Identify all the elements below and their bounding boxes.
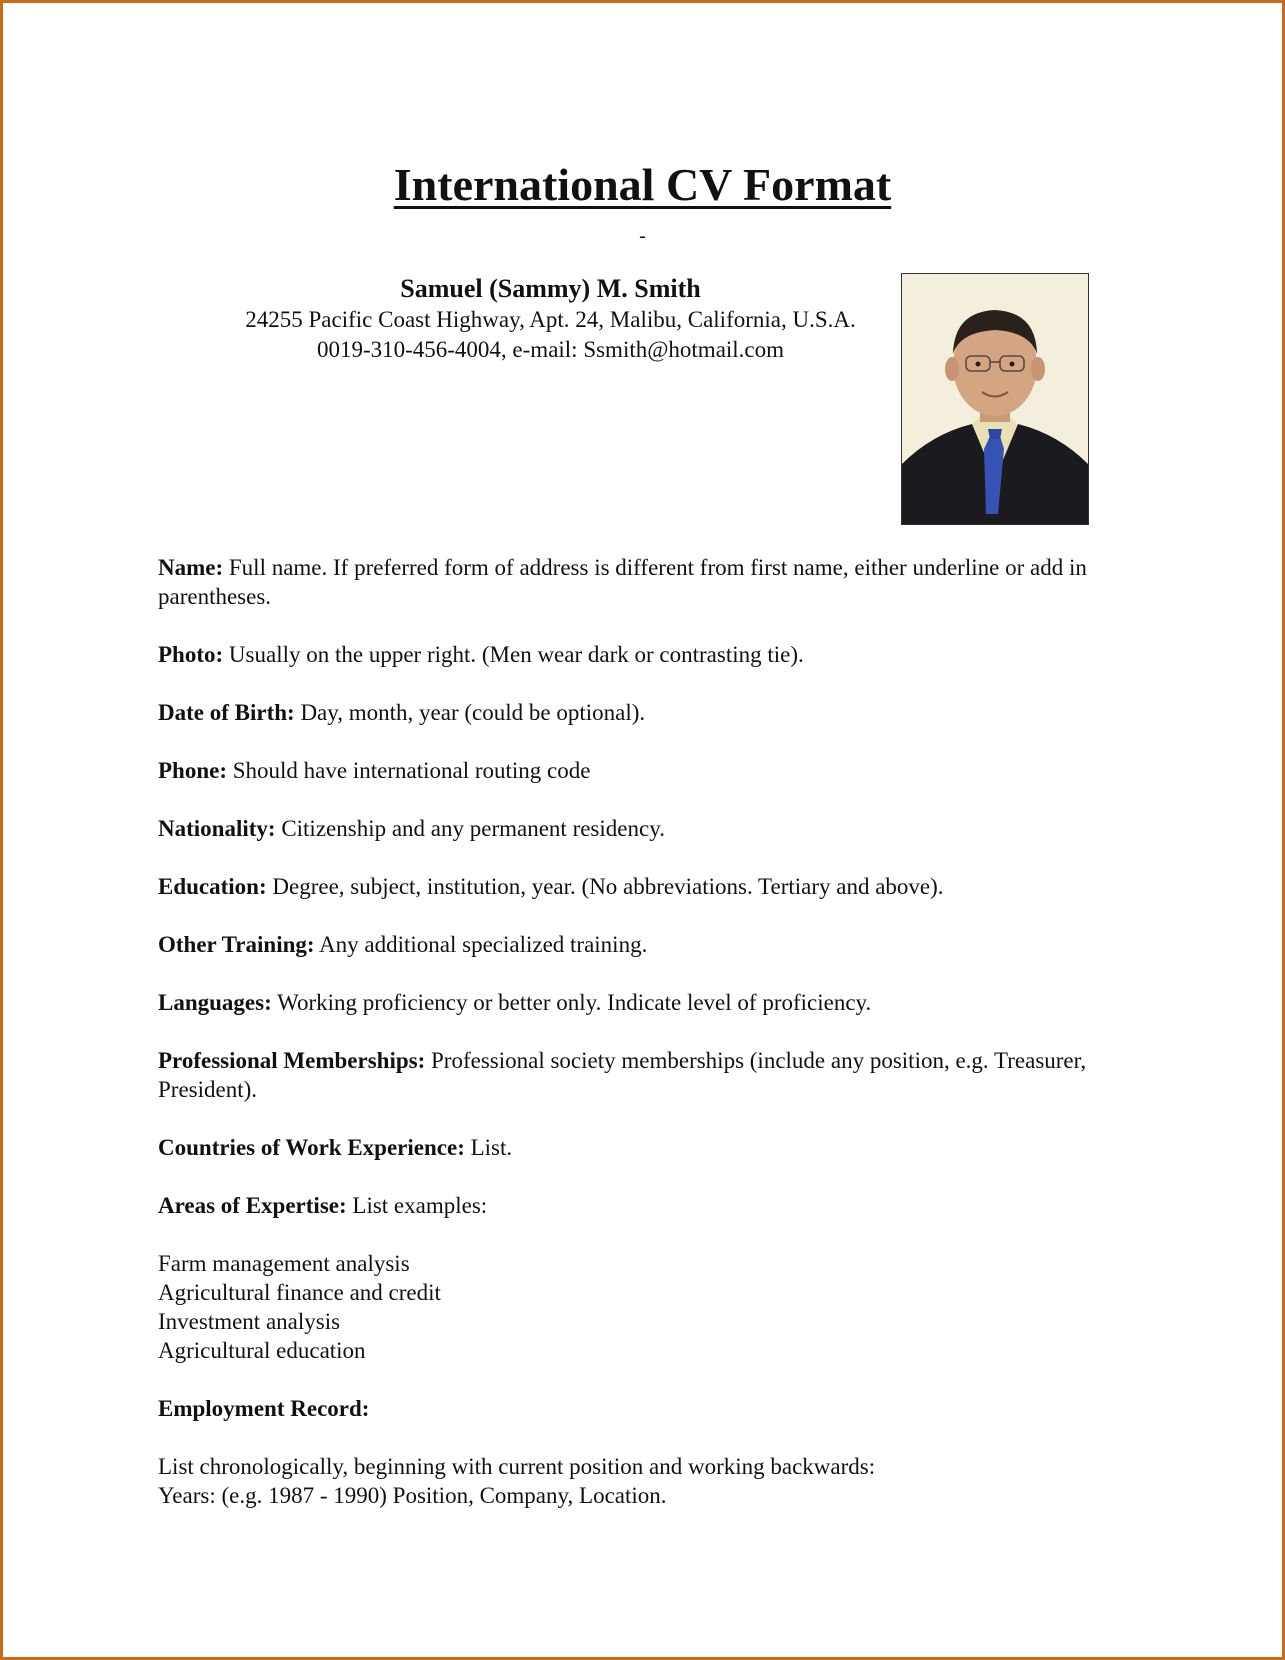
document-title: International CV Format xyxy=(393,159,892,210)
section-text: Degree, subject, institution, year. (No abbreviations. Tertiary and above). xyxy=(272,874,944,899)
section-phone xyxy=(158,756,1118,785)
section-label: Languages: xyxy=(158,990,272,1015)
section-label: Employment Record: xyxy=(158,1396,370,1421)
section-education xyxy=(158,872,1118,901)
section-text: Day, month, year (could be optional). xyxy=(300,700,646,725)
section-label: Countries of Work Experience: xyxy=(158,1135,465,1160)
section-text: Citizenship and any permanent residency. xyxy=(281,816,665,841)
section-nationality xyxy=(158,814,1118,843)
section-text: Should have international routing code xyxy=(232,758,591,783)
employment-instructions xyxy=(158,1452,1118,1510)
section-label: Photo: xyxy=(158,642,224,667)
section-label: Other Training: xyxy=(158,932,315,957)
section-label: Phone: xyxy=(158,758,227,783)
section-employment-record xyxy=(158,1394,1118,1423)
candidate-name: Samuel (Sammy) M. Smith xyxy=(400,274,701,303)
candidate-contact: 0019-310-456-4004, e-mail: Ssmith@hotmail.com xyxy=(316,337,785,362)
expertise-examples-list xyxy=(158,1249,1118,1365)
section-label: Nationality: xyxy=(158,816,276,841)
section-professional-memberships xyxy=(158,1046,1118,1104)
section-text: Usually on the upper right. (Men wear dark or contrasting tie). xyxy=(228,642,804,667)
section-text: List examples: xyxy=(352,1193,488,1218)
list-item: Agricultural education xyxy=(158,1338,366,1363)
section-label: Date of Birth: xyxy=(158,700,295,725)
section-label: Education: xyxy=(158,874,267,899)
section-areas-of-expertise xyxy=(158,1191,1118,1220)
section-text: Professional society memberships (include any position, e.g. Treasurer, President). xyxy=(158,1048,1087,1102)
cv-guidelines xyxy=(158,553,1118,1539)
list-item: Agricultural finance and credit xyxy=(158,1280,441,1305)
section-label: Name: xyxy=(158,555,224,580)
section-countries-of-work xyxy=(158,1133,1118,1162)
section-other-training xyxy=(158,930,1118,959)
title-dash: - xyxy=(639,225,646,247)
section-text: List. xyxy=(470,1135,513,1160)
candidate-address: 24255 Pacific Coast Highway, Apt. 24, Malibu, California, U.S.A. xyxy=(245,307,856,332)
list-item: Farm management analysis xyxy=(158,1251,410,1276)
section-date-of-birth xyxy=(158,698,1118,727)
employment-line: List chronologically, beginning with current position and working backwards: xyxy=(158,1454,876,1479)
contact-header xyxy=(153,273,948,365)
section-label: Areas of Expertise: xyxy=(158,1193,347,1218)
portrait-photo xyxy=(901,273,1089,525)
section-name xyxy=(158,553,1118,611)
section-text: Any additional specialized training. xyxy=(319,932,648,957)
section-languages xyxy=(158,988,1118,1017)
section-label: Professional Memberships: xyxy=(158,1048,426,1073)
employment-line: Years: (e.g. 1987 - 1990) Position, Company, Location. xyxy=(158,1483,667,1508)
section-text: Full name. If preferred form of address is different from first name, either underline or add in parentheses. xyxy=(158,555,1087,609)
section-text: Working proficiency or better only. Indicate level of proficiency. xyxy=(277,990,872,1015)
section-photo xyxy=(158,640,1118,669)
portrait-illustration xyxy=(902,274,1088,524)
list-item: Investment analysis xyxy=(158,1309,341,1334)
